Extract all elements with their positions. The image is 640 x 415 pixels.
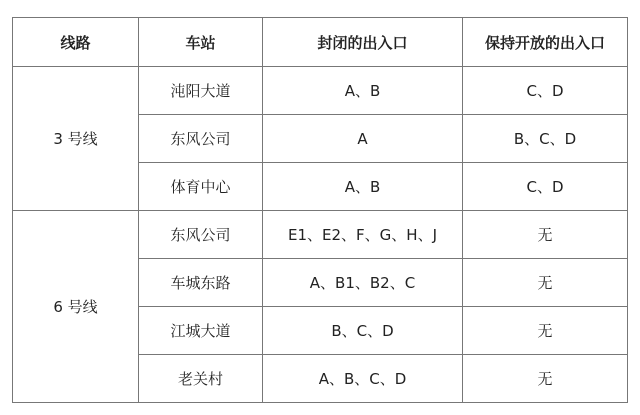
open-exits-cell: 无 [463, 355, 628, 403]
open-exits-cell: B、C、D [463, 115, 628, 163]
station-cell: 江城大道 [139, 307, 263, 355]
open-exits-cell: C、D [463, 163, 628, 211]
table-row [13, 211, 628, 259]
table-body [13, 67, 628, 403]
header-closed-exits: 封闭的出入口 [263, 18, 463, 67]
open-exits-cell: C、D [463, 67, 628, 115]
station-cell: 体育中心 [139, 163, 263, 211]
line-cell: 3 号线 [13, 67, 139, 211]
station-cell: 东风公司 [139, 211, 263, 259]
open-exits-cell: 无 [463, 259, 628, 307]
closed-exits-cell: A、B1、B2、C [263, 259, 463, 307]
station-cell: 老关村 [139, 355, 263, 403]
header-line: 线路 [13, 18, 139, 67]
open-exits-cell: 无 [463, 307, 628, 355]
header-open-exits: 保持开放的出入口 [463, 18, 628, 67]
exit-closure-table [12, 17, 628, 403]
station-cell: 车城东路 [139, 259, 263, 307]
table-row [13, 67, 628, 115]
table-header [13, 18, 628, 67]
station-cell: 东风公司 [139, 115, 263, 163]
header-row [13, 18, 628, 67]
open-exits-cell: 无 [463, 211, 628, 259]
closed-exits-cell: A [263, 115, 463, 163]
line-cell: 6 号线 [13, 211, 139, 403]
closed-exits-cell: B、C、D [263, 307, 463, 355]
closed-exits-cell: A、B [263, 67, 463, 115]
closed-exits-cell: A、B、C、D [263, 355, 463, 403]
station-cell: 沌阳大道 [139, 67, 263, 115]
closed-exits-cell: A、B [263, 163, 463, 211]
header-station: 车站 [139, 18, 263, 67]
closed-exits-cell: E1、E2、F、G、H、J [263, 211, 463, 259]
table-container [12, 17, 627, 403]
